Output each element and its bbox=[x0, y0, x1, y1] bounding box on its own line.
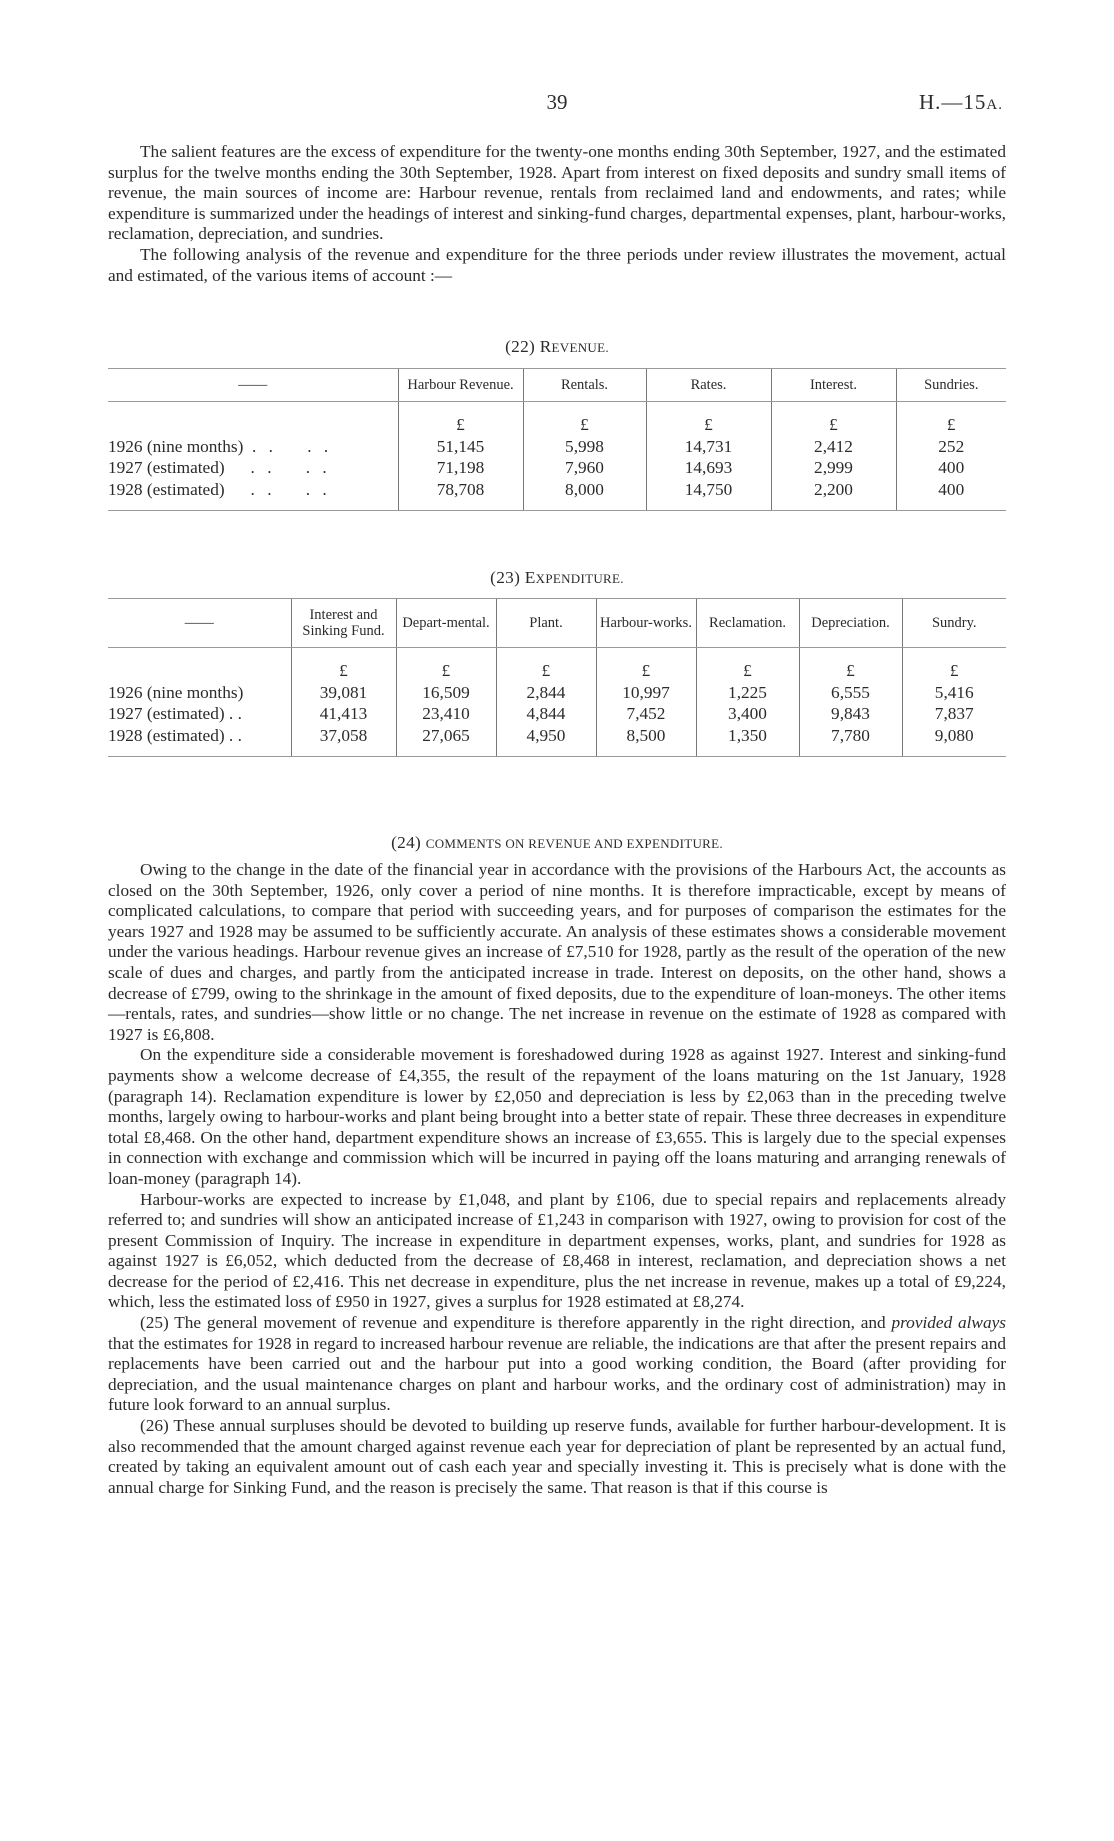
revenue-header-row bbox=[108, 369, 1006, 402]
col-interest: Interest. bbox=[771, 369, 896, 402]
revenue-unit-row: £ £ £ £ £ bbox=[108, 402, 1006, 436]
comments-paragraph-3: Harbour-works are expected to increase by £1,048, and plant by £106, due to special repairs and replacements already referred to; and sundries will show an anticipated increase of £1,243 in comparison with 1927, owing to provision for cost of the present Commission of Inquiry. The increase in expenditure in department expenses, works, plant, and sundries for 1928 as against 1927 is £6,052, which deducted from the decrease of £8,468 in interest, reclamation, and depreciation shows a net decrease for the period of £2,416. This net decrease in expenditure, plus the net increase in revenue, makes up a total of £9,224, which, less the estimated loss of £950 in 1927, gives a surplus for 1928 estimated at £8,274. bbox=[108, 1189, 1006, 1312]
col-departmental: Depart-mental. bbox=[396, 599, 496, 648]
table-row: 1927 (estimated) . . . . 71,198 7,960 14,693 2,999 400 bbox=[108, 457, 1006, 479]
document-reference: H.—15A. bbox=[918, 90, 1003, 114]
comments-paragraph-2: On the expenditure side a considerable movement is foreshadowed during 1928 as against 1927. Interest and sinking-fund payments show a welcome decrease of £4,355, the result of the repayment of the loans maturing on the 1st January, 1928 (paragraph 14). Reclamation expenditure is lower by £2,050 and depreciation is less by £2,063 than in the preceding twelve months, largely owing to harbour-works and plant being brought into a better state of repair. These three decreases in expenditure total £8,468. On the other hand, department expenditure shows an increase of £3,655. This is largely due to the special expenses in connection with exchange and commission which will be incurred in paying off the loans maturing and arranging renewals of loan-money (paragraph 14). bbox=[108, 1045, 1006, 1188]
intro-paragraph-1: The salient features are the excess of expenditure for the twenty-one months ending 30th September, 1927, and the estimated surplus for the twelve months ending the 30th September, 1928. Apart from interest on fixed deposits and sundry small items of revenue, the main sources of income are: Harbour revenue, rentals from reclaimed land and endowments, and rates; while expenditure is summarized under the headings of interest and sinking-fund charges, departmental expenses, plant, harbour-works, reclamation, depreciation, and sundries. bbox=[108, 142, 1006, 244]
col-reclamation: Reclamation. bbox=[696, 599, 799, 648]
table-row: 1928 (estimated) . . . . 78,708 8,000 14,750 2,200 400 bbox=[108, 479, 1006, 511]
comments-paragraph-1: Owing to the change in the date of the financial year in accordance with the provisions of the Harbours Act, the accounts as closed on the 30th September, 1926, only cover a period of nine months. It is therefore impracticable, except by means of complicated calculations, to compare that period with succeeding years, and for purposes of comparison the estimates for the years 1927 and 1928 may be assumed to be sufficiently accurate. An analysis of these estimates shows a considerable movement under the various headings. Harbour revenue gives an increase of £7,510 for 1928, partly as the result of the operation of the new scale of dues and charges, and partly from the anticipated increase in trade. Interest on deposits, on the other hand, shows a decrease of £799, owing to the shrinkage in the amount of fixed deposits, due to the expenditure of loan-moneys. The other items—rentals, rates, and sundries—show little or no change. The net increase in revenue on the estimate of 1928 as compared with 1927 is £6,808. bbox=[108, 860, 1006, 1044]
table-row: 1926 (nine months) . . . . 51,145 5,998 14,731 2,412 252 bbox=[108, 436, 1006, 458]
table-row: 1927 (estimated) . . 41,413 23,410 4,844 7,452 3,400 9,843 7,837 bbox=[108, 703, 1006, 725]
col-plant: Plant. bbox=[496, 599, 596, 648]
paragraph-25: (25) The general movement of revenue and expenditure is therefore apparently in the right direction, and provided always that the estimates for 1928 in regard to increased harbour revenue are reliable, the indications are that after the present repairs and replacements have been carried out and the harbour put into a good working condition, the Board (after providing for depreciation, and the usual maintenance charges on plant and harbour works, and the ordinary cost of administration) may in future look forward to an annual surplus. bbox=[108, 1313, 1006, 1415]
table-row: 1926 (nine months) 39,081 16,509 2,844 10,997 1,225 6,555 5,416 bbox=[108, 682, 1006, 704]
page-number: 39 bbox=[546, 90, 568, 114]
col-depreciation: Depreciation. bbox=[799, 599, 902, 648]
col-sundries: Sundries. bbox=[896, 369, 1006, 402]
col-harbour-revenue: Harbour Revenue. bbox=[398, 369, 523, 402]
paragraph-26: (26) These annual surpluses should be devoted to building up reserve funds, available for further harbour-development. It is also recommended that the amount charged against revenue each year for depreciation of plant be represented by an actual fund, created by taking an equivalent amount out of cash each year and specially investing it. This is precisely what is done with the annual charge for Sinking Fund, and the reason is precisely the same. That reason is that if this course is bbox=[108, 1416, 1006, 1497]
col-rates: Rates. bbox=[646, 369, 771, 402]
intro-paragraph-2: The following analysis of the revenue and expenditure for the three periods under review illustrates the movement, actual and estimated, of the various items of account :— bbox=[108, 244, 1006, 285]
col-sundry: Sundry. bbox=[902, 599, 1006, 648]
table-row: 1928 (estimated) . . 37,058 27,065 4,950 8,500 1,350 7,780 9,080 bbox=[108, 725, 1006, 757]
col-rentals: Rentals. bbox=[523, 369, 646, 402]
expenditure-header-row bbox=[108, 599, 1006, 648]
comments-caption: (24) COMMENTS ON REVENUE AND EXPENDITURE. bbox=[391, 833, 723, 852]
intro-text bbox=[108, 142, 1006, 286]
revenue-caption: (22) REVENUE. bbox=[505, 337, 609, 356]
revenue-table bbox=[108, 368, 1006, 511]
expenditure-caption: (23) EXPENDITURE. bbox=[490, 568, 624, 587]
col-harbour-works: Harbour-works. bbox=[596, 599, 696, 648]
revenue-blank-header: —— bbox=[108, 369, 398, 402]
expenditure-unit-row: £ £ £ £ £ £ £ bbox=[108, 648, 1006, 682]
col-interest-sinking-fund: Interest and Sinking Fund. bbox=[291, 599, 396, 648]
expenditure-blank-header: —— bbox=[108, 599, 291, 648]
comments-text bbox=[108, 860, 1006, 1498]
expenditure-table bbox=[108, 598, 1006, 757]
